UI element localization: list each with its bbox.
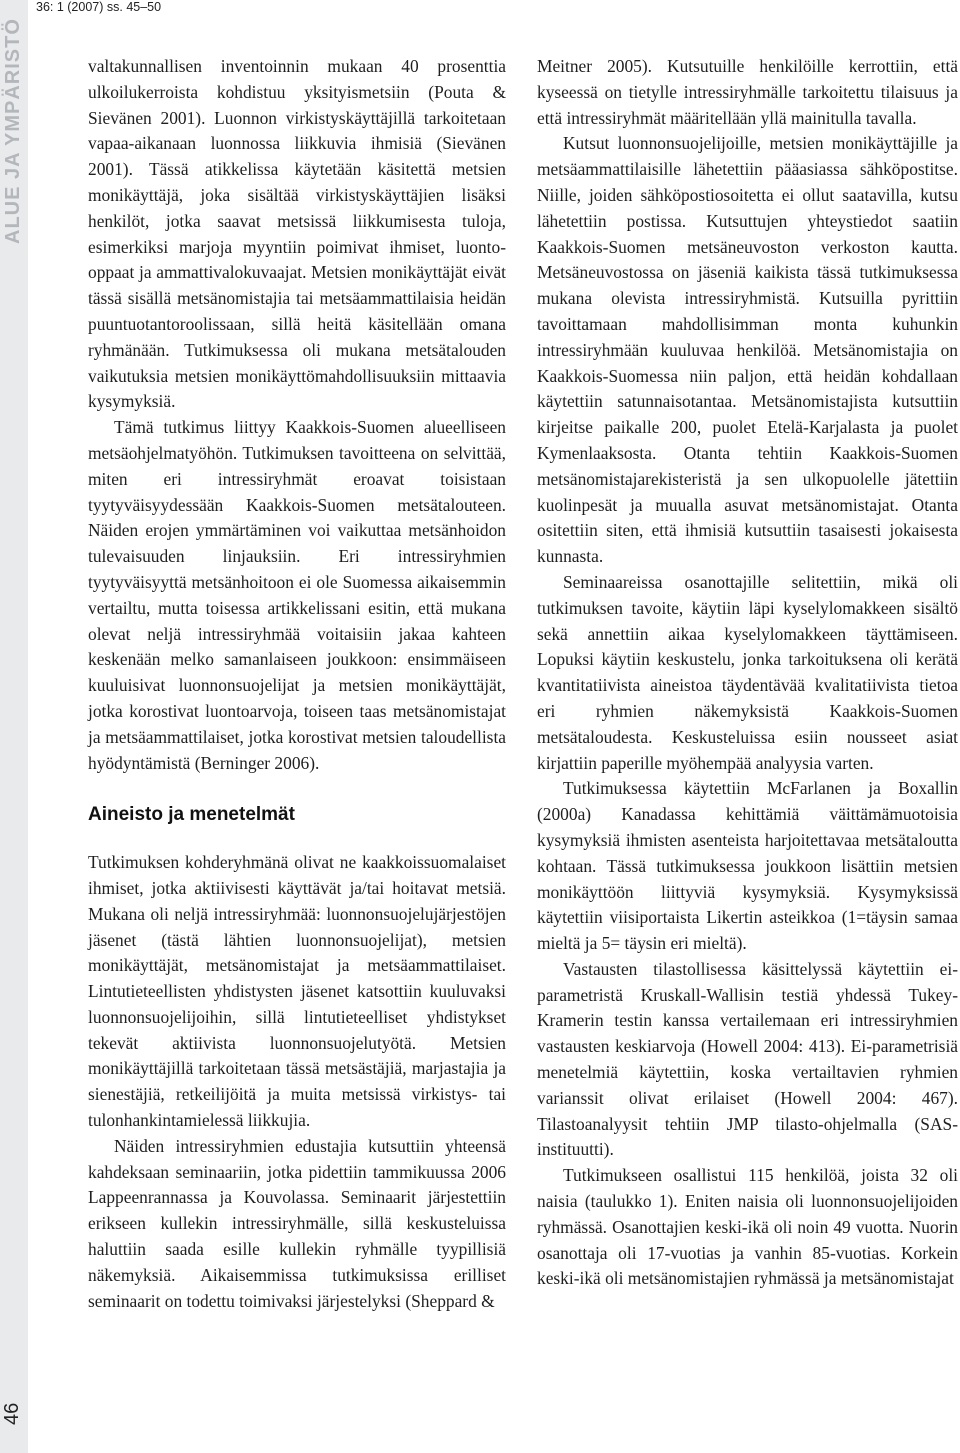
- paragraph: Näiden intressiryhmien edustajia kutsuttiin yhteensä kahdeksaan seminaariin, jotka pidettiin tammikuussa 2006 Lappeenrannassa ja Kouvolassa. Seminaarit järjestettiin erikseen kullekin intressiryhmälle, sillä keskusteluissa haluttiin saada esille kullekin ryhmälle tyypillisiä näkemyksiä. Aikaisemmissa tutkimuksissa erilliset seminaarit on todettu toimivaksi järjestelyksi (Sheppard &: [88, 1135, 506, 1311]
- section-heading: Aineisto ja menetelmät: [88, 804, 295, 826]
- paragraph: Seminaareissa osanottajille selitettiin, mikä oli tutkimuksen tavoite, käytiin läpi kyselylomakkeen sisältö sekä annettiin aikaa kyselylomakkeen täyttämiseen. Lopuksi käytiin keskustelu, jonka tarkoituksena oli kerätä kvantitatiivista aineistoa täydentävää kvalitatiivista tietoa eri ryhmien näkemyksistä Kaakkois-Suomen metsätaloudesta. Keskusteluissa esiin nousseet asiat kirjattiin paperille myöhempää analyysia varten.: [537, 571, 958, 773]
- side-margin-band: [0, 0, 28, 1453]
- paragraph: Kutsut luonnonsuojelijoille, metsien monikäyttäjille ja metsäammattilaisille lähetettiin pääasiassa sähköpostitse. Niille, joiden sähköpostiosoitetta ei ollut saatavilla, kutsu lähetettiin postissa. Kutsuttujen yhteystiedot saatiin Kaakkois-Suomen metsäneuvoston verkoston kautta. Metsäneuvostossa on jäseniä kaikista tässä tutkimuksessa mukana olevista intressiryhmistä. Kutsuilla pyrittiin tavoittamaan mahdollisimman monta kuhunkin intressiryhmään kuuluvaa henkilöä. Metsänomistajia on Kaakkois-Suomessa niin paljon, että heidän kohdallaan käytettiin satunnaisotantaa. Metsänomistajista kutsuttiin kirjeitse paikalle 200, puolet Etelä-Karjalasta ja puolet Kymenlaaksosta. Otanta tehtiin Kaakkois-Suomen metsänomistajarekisteristä ja sen ulkopuolelle jätettiin kuolinpesät ja muualla asuvat metsänomistajat. Otanta ositettiin siten, että ihmisiä kutsuttiin tasaisesti jokaisesta kunnasta.: [537, 133, 958, 567]
- paragraph: Vastausten tilastollisessa käsittelyssä käytettiin ei-parametristä Kruskall-Wallisin testiä yhdessä Tukey-Kramerin testin kanssa vertailemaan eri intressiryhmien vastausten keskiarvoja (Howell 2004: 413). Ei-parametrisiä menetelmiä käytettiin, koska vertailtavien ryhmien varianssit olivat erilaiset (Howell 2004: 467). Tilastoanalyysit tehtiin JMP tilasto-ohjelmalla (SAS-instituutti).: [537, 958, 958, 1160]
- right-column: [537, 54, 958, 1292]
- page-number: 46: [1, 1402, 23, 1425]
- journal-name: ALUE JA YMPÄRISTÖ: [2, 18, 24, 244]
- citation-header: 36: 1 (2007) ss. 45–50: [36, 0, 162, 14]
- paragraph: Tämä tutkimus liittyy Kaakkois-Suomen alueelliseen metsäohjelmatyöhön. Tutkimuksen tavoitteena on selvittää, miten eri intressiryhmät eroavat toisistaan tyytyväisyydessään Kaakkois-Suomen metsätalouteen. Näiden erojen ymmärtäminen voi vaikuttaa metsänhoidon tulevaisuuden linjauksiin. Eri intressiryhmien tyytyväisyyttä metsänhoitoon ei ole Suomessa aikaisemmin vertailtu, mutta toisessa artikkelissani esitin, että mukana olevat neljä intressiryhmää voitaisiin jakaa kahteen keskenään melko samanlaiseen joukkoon: ensimmäiseen kuuluisivat luonnonsuojelijat ja metsien monikäyttäjät, jotka korostivat luontoarvoja, toiseen taas metsänomistajat ja metsäammattilaiset, jotka korostivat metsien taloudellista hyödyntämistä (Berninger 2006).: [88, 417, 506, 773]
- paragraph: Tutkimukseen osallistui 115 henkilöä, joista 32 oli naisia (taulukko 1). Eniten naisia oli luonnonsuojelijoiden ryhmässä. Osanottajien keski-ikä oli noin 49 vuotta. Nuorin osanottaja oli 17-vuotias ja vanhin 85-vuotias. Korkein keski-ikä oli metsänomistajien ryhmässä ja metsänomistajat: [537, 1165, 958, 1289]
- paragraph: valtakunnallisen inventoinnin mukaan 40 prosenttia ulkoilukerroista kohdistuu yksityismetsiin (Pouta & Sievänen 2001). Luonnon virkistyskäyttäjillä tarkoitetaan vapaa-aikanaan luonnossa liikkuvia ihmisiä (Sievänen 2001). Tässä atikkelissa käytetään käsitettä metsien monikäyttäjä, joka sisältää virkistyskäyttäjien lisäksi henkilöt, jotka saavat metsissä liikkumisesta tuloja, esimerkiksi marjoja myyntiin poimivat ihmiset, luonto-oppaat ja ammattivalokuvaajat. Metsien monikäyttäjät eivät tässä sisällä metsänomistajia tai metsäammattilaisia heidän puuntuotantoroolissaan, sillä heitä käsitellään omana ryhmänään. Tutkimuksessa oli mukana metsätalouden vaikutuksia metsien monikäyttömahdollisuuksiin mittaavia kysymyksiä.: [88, 56, 506, 412]
- paragraph: Tutkimuksessa käytettiin McFarlanen ja Boxallin (2000a) Kanadassa kehittämiä väittämämuotoisia kysymyksiä ihmisten asenteista harjoitettavaa metsätaloutta kohtaan. Tässä tutkimuksessa joukkoon lisättiin metsien monikäyttöön liittyviä kysymyksiä. Kysymyksissä käytettiin viisiportaista Likertin asteikkoa (1=täysin samaa mieltä ja 5= täysin eri mieltä).: [537, 778, 958, 954]
- paragraph: Tutkimuksen kohderyhmänä olivat ne kaakkoissuomalaiset ihmiset, jotka aktiivisesti käyttävät ja/tai hoitavat metsiä. Mukana oli neljä intressiryhmää: luonnonsuojelujärjestöjen jäsenet (tästä lähtien luonnonsuojelijat), metsien monikäyttäjät, metsänomistajat ja metsäammattilaiset. Lintutieteellisten yhdistysten jäsenet katsottiin kuuluvaksi luonnonsuojelijoihin, sillä lintutieteelliset yhdistykset tekevät aktiivista luonnonsuojelutyötä. Metsien monikäyttäjillä tarkoitetaan tässä metsästäjiä, marjastajia ja sienestäjiä, retkeilijöitä ja muita metsissä virkistys- tai tulonhankintamielessä liikkujia.: [88, 852, 506, 1131]
- paragraph: Meitner 2005). Kutsutuille henkilöille kerrottiin, että kyseessä on tietylle intressiryhmälle tarkoitettu tilaisuus ja että intressiryhmät määritellään yllä mainitulla tavalla.: [537, 56, 958, 128]
- left-column: [88, 54, 506, 1314]
